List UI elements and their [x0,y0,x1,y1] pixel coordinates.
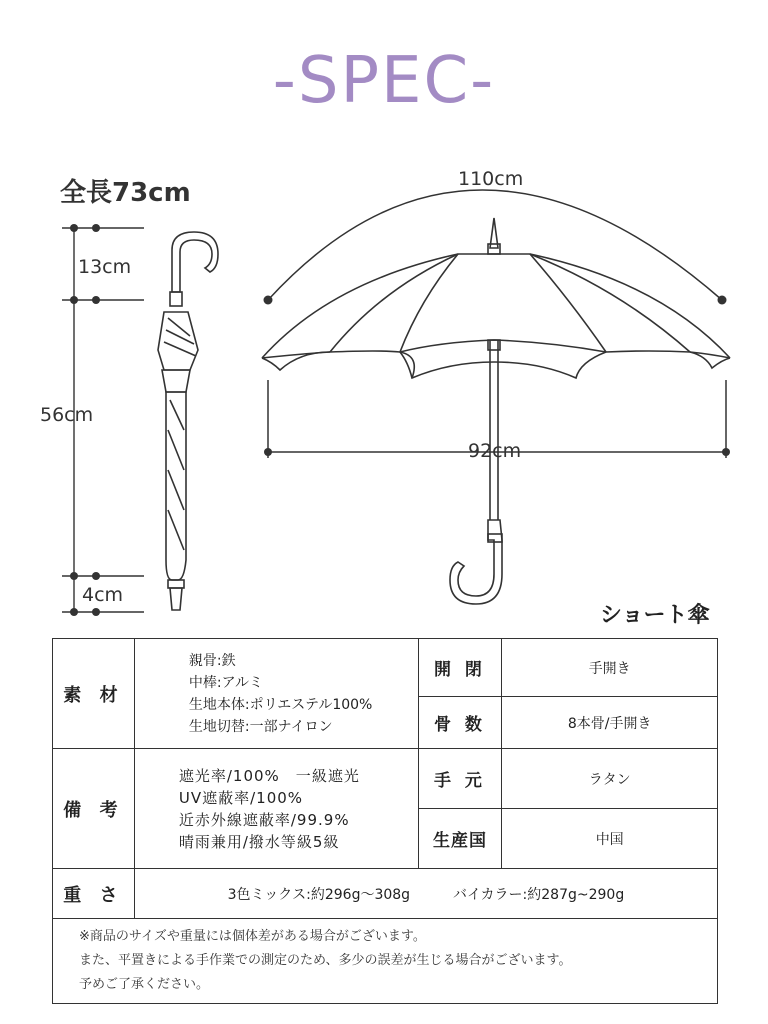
origin-value: 中国 [502,809,718,869]
material-line: 生地本体:ポリエステル100% [188,696,373,713]
closed-umbrella-dimension-lines [62,228,144,612]
grip-value: ラタン [502,749,718,809]
material-header: 素 材 [53,639,135,749]
notes-header: 備 考 [53,749,135,869]
open-close-value: 手開き [502,639,718,697]
disclaimer-line: また、平置きによる手作業での測定のため、多少の誤差が生じる場合がございます。 [79,953,572,968]
weight-header: 重 さ [53,869,135,919]
ribs-header: 骨 数 [418,697,502,749]
arc-length-label: 110cm [458,168,524,190]
umbrella-type-label: ショート傘 [600,603,710,628]
open-close-header: 開 閉 [418,639,502,697]
notes-line: 近赤外線遮蔽率/99.9% [178,810,350,829]
handle-length-label: 13cm [78,256,132,278]
origin-header: 生産国 [418,809,502,869]
disclaimer-line: 予めご了承ください。 [79,977,210,992]
span-width-label: 92cm [464,440,525,462]
disclaimer-note [53,919,718,1004]
span-dimension [268,380,726,458]
material-line: 中棒:アルミ [188,674,264,691]
open-umbrella-illustration [262,218,730,604]
total-length-label: 全長73cm [60,178,191,208]
notes-line: 遮光率/100% 一級遮光 [178,766,360,785]
material-details [134,639,418,749]
weight-value-bicolor: バイカラー:約287g~290g [452,886,625,903]
material-line: 生地切替:一部ナイロン [188,718,333,735]
notes-line: UV遮蔽率/100% [178,788,304,807]
closed-umbrella-illustration [158,232,218,610]
tip-length-label: 4cm [82,584,124,606]
material-line: 親骨:鉄 [188,652,236,669]
weight-value-mix: 3色ミックス:約296g～308g [227,886,411,903]
weight-values [134,869,717,919]
shaft-length-label: 56cm [40,404,94,426]
spec-table [52,638,718,1004]
page-title: -SPEC- [272,44,496,118]
disclaimer-line: ※商品のサイズや重量には個体差がある場合がございます。 [79,929,426,944]
ribs-value: 8本骨/手開き [502,697,718,749]
grip-header: 手 元 [418,749,502,809]
notes-details [134,749,418,869]
notes-line: 晴雨兼用/撥水等級5級 [178,832,340,851]
